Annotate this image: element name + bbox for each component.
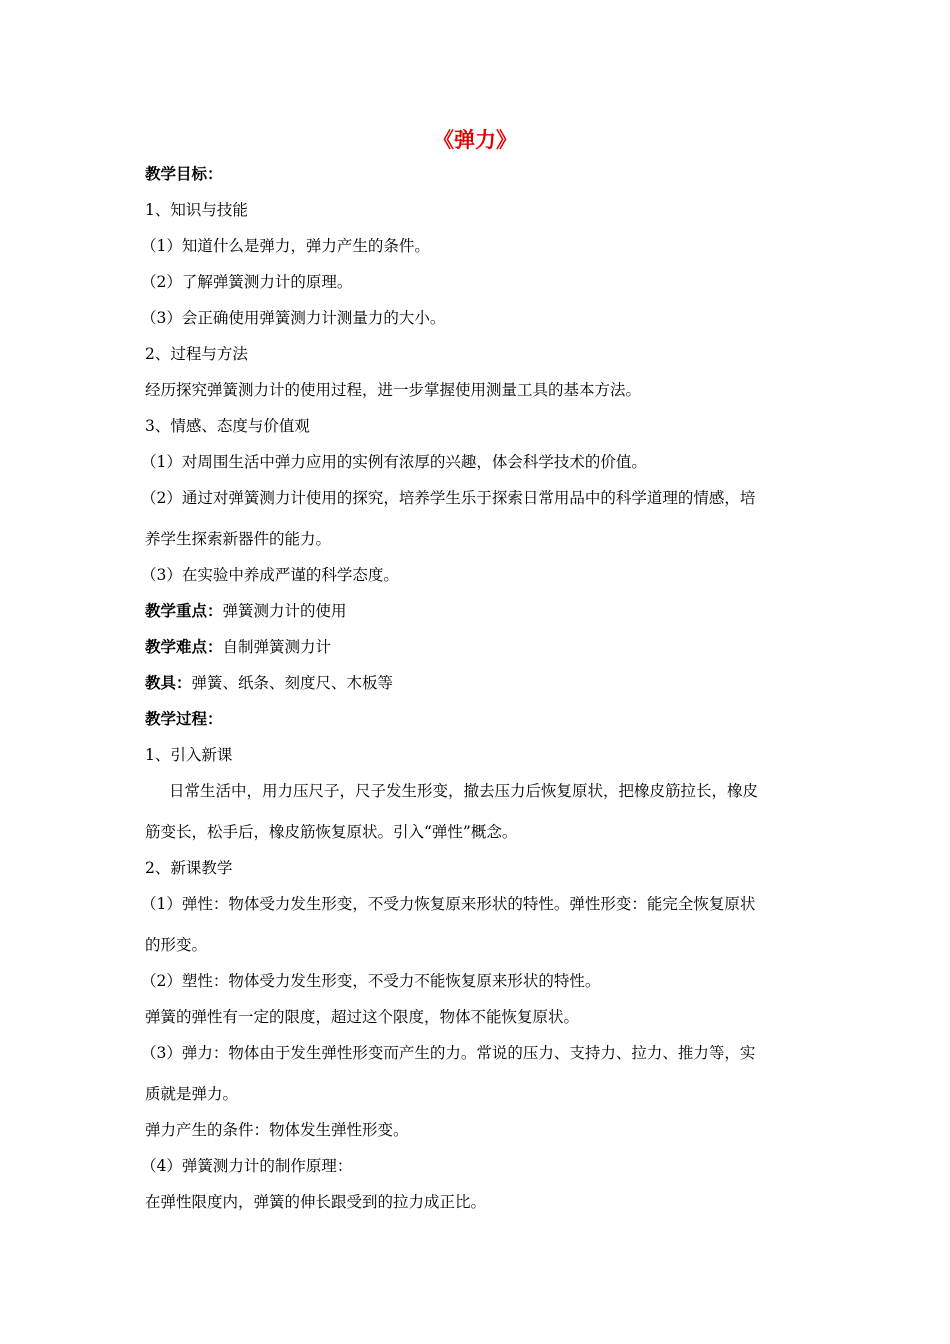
difficult-point-label: 教学难点： [145,637,223,656]
section-heading-process: 教学过程： [145,709,223,728]
paragraph: （1）对周围生活中弹力应用的实例有浓厚的兴趣，体会科学技术的价值。 [141,453,647,471]
section-heading-objectives: 教学目标： [145,164,223,183]
difficult-point-line [145,636,810,658]
paragraph: 2、过程与方法 [145,345,248,363]
paragraph: 的形变。 [145,936,208,954]
document-title: 《弹力》 [433,127,517,152]
paragraph: 1、引入新课 [145,746,233,764]
paragraph: （3）会正确使用弹簧测力计测量力的大小。 [141,309,446,327]
paragraph: 在弹性限度内，弹簧的伸长跟受到的拉力成正比。 [145,1193,487,1211]
paragraph: （2）了解弹簧测力计的原理。 [141,273,353,291]
key-point-line [145,600,810,622]
paragraph: （2）通过对弹簧测力计使用的探究，培养学生乐于探索日常用品中的科学道理的情感，培 [141,489,756,507]
paragraph: 质就是弹力。 [145,1085,239,1103]
paragraph: （4）弹簧测力计的制作原理： [141,1157,353,1175]
paragraph: 2、新课教学 [145,859,233,877]
paragraph: 日常生活中，用力压尺子，尺子发生形变，撤去压力后恢复原状，把橡皮筋拉长，橡皮 [169,782,759,800]
paragraph: （2）塑性：物体受力发生形变，不受力不能恢复原来形状的特性。 [141,972,601,990]
teaching-aids-line [145,672,810,694]
difficult-point-text: 自制弹簧测力计 [222,638,332,656]
paragraph: 1、知识与技能 [145,201,248,219]
paragraph: 弹力产生的条件：物体发生弹性形变。 [145,1121,409,1139]
paragraph: （1）知道什么是弹力，弹力产生的条件。 [141,237,430,255]
paragraph: （3）弹力：物体由于发生弹性形变而产生的力。常说的压力、支持力、拉力、推力等，实 [141,1044,756,1062]
teaching-aids-label: 教具： [145,673,192,692]
paragraph: 3、情感、态度与价值观 [145,417,310,435]
paragraph: （1）弹性：物体受力发生形变，不受力恢复原来形状的特性。弹性形变：能完全恢复原状 [141,895,756,913]
paragraph: （3）在实验中养成严谨的科学态度。 [141,566,399,584]
paragraph: 弹簧的弹性有一定的限度，超过这个限度，物体不能恢复原状。 [145,1008,580,1026]
key-point-text: 弹簧测力计的使用 [222,602,347,620]
paragraph: 经历探究弹簧测力计的使用过程，进一步掌握使用测量工具的基本方法。 [145,381,642,399]
paragraph: 养学生探索新器件的能力。 [145,530,332,548]
key-point-label: 教学重点： [145,601,223,620]
paragraph: 筋变长，松手后，橡皮筋恢复原状。引入“弹性”概念。 [145,823,518,841]
teaching-aids-text: 弹簧、纸条、刻度尺、木板等 [191,674,394,692]
